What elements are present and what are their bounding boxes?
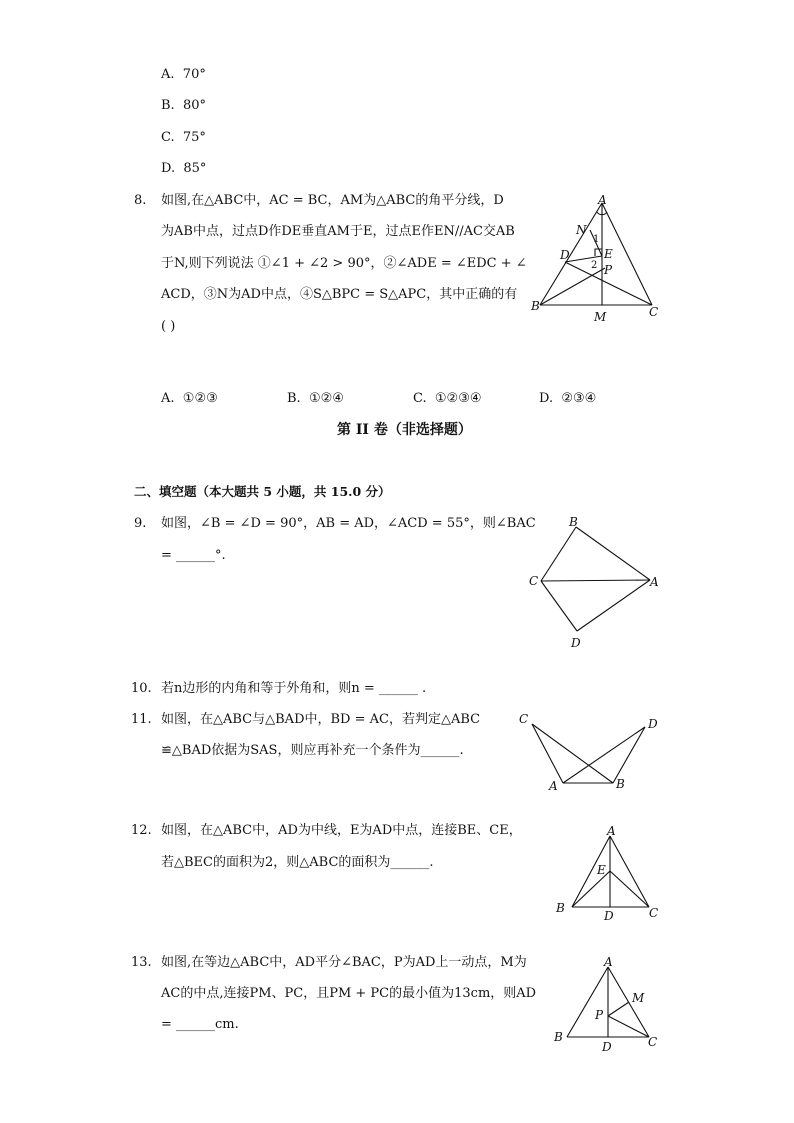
point-label-d: D [602, 1040, 612, 1054]
q8-line-1: 如图,在△ABC中，AC = BC，AM为△ABC的角平分线，D [161, 193, 504, 208]
vertex-label-a: A [598, 193, 607, 207]
angle-label-2: 2 [591, 260, 598, 271]
vertex-label-c: C [519, 712, 529, 726]
option-text: ①②④ [308, 391, 344, 406]
vertex-label-b: B [531, 299, 540, 313]
vertex-label-c: C [649, 305, 659, 319]
vertex-label-c: C [529, 574, 539, 588]
point-label-d: D [560, 248, 570, 262]
q9-number: 9. [134, 516, 147, 531]
vertex-label-b: B [554, 1030, 563, 1044]
part2-title: 第 II 卷（非选择题） [337, 422, 472, 438]
q11-line-2: ≌△BAD依据为SAS，则应再补充一个条件为______. [161, 743, 464, 758]
q9-quadrilateral-figure [525, 512, 665, 652]
point-label-m: M [594, 310, 607, 324]
q8-option-a [161, 391, 218, 407]
q12-line-1: 如图，在△ABC中，AD为中线，E为AD中点，连接BE、CE， [161, 823, 522, 838]
angle-label-1: 1 [593, 234, 600, 245]
option-letter: B. [161, 98, 175, 113]
option-text: 80° [182, 98, 206, 113]
q11-number: 11. [131, 712, 152, 727]
point-label-m: M [632, 991, 645, 1005]
q12-triangle-figure [550, 820, 670, 930]
point-label-e: E [604, 247, 613, 261]
option-text: ②③④ [561, 391, 597, 406]
q13-number: 13. [131, 955, 152, 970]
option-letter: C. [413, 391, 427, 406]
option-letter: D. [539, 391, 554, 406]
q12-number: 12. [131, 823, 152, 838]
vertex-label-b: B [569, 515, 578, 529]
option-letter: A. [161, 67, 175, 82]
vertex-label-b: B [616, 777, 625, 791]
point-label-p: P [595, 1008, 604, 1022]
section2-title: 二、填空题（本大题共 5 小题，共 15.0 分） [134, 484, 391, 499]
option-letter: D. [161, 161, 176, 176]
q11-line-1: 如图，在△ABC与△BAD中，BD = AC，若判定△ABC [161, 712, 481, 727]
vertex-label-a: A [650, 575, 659, 589]
q8-option-d [539, 391, 596, 407]
vertex-label-c: C [649, 906, 659, 920]
point-label-n: N [576, 223, 587, 237]
q7-option-a [161, 67, 206, 83]
option-text: ①②③ [182, 391, 218, 406]
q13-line-3: = ______cm. [161, 1017, 239, 1032]
q7-option-b [161, 98, 206, 114]
q12-line-2: 若△BEC的面积为2，则△ABC的面积为______. [161, 855, 434, 870]
q7-option-d [161, 161, 206, 177]
point-label-p: P [604, 263, 613, 277]
option-text: 75° [182, 130, 206, 145]
option-text: 70° [182, 67, 206, 82]
q8-triangle-figure [525, 190, 670, 330]
vertex-label-d: D [648, 717, 658, 731]
q13-line-1: 如图,在等边△ABC中，AD平分∠BAC，P为AD上一动点，M为 [161, 955, 527, 970]
option-letter: C. [161, 130, 175, 145]
q10-number: 10. [131, 681, 152, 696]
q10-line-1: 若n边形的内角和等于外角和，则n = ______ . [161, 681, 427, 696]
q9-line-1: 如图，∠B = ∠D = 90°，AB = AD，∠ACD = 55°，则∠BAC [161, 516, 536, 531]
q8-option-c [413, 391, 482, 407]
q13-line-2: AC的中点,连接PM、PC，且PM + PC的最小值为13cm，则AD [161, 986, 537, 1001]
q8-line-4: ACD，③N为AD中点，④S△BPC = S△APC，其中正确的有 [161, 287, 518, 302]
vertex-label-d: D [571, 636, 581, 650]
q11-triangles-figure [515, 710, 665, 800]
q13-triangle-figure [545, 953, 670, 1063]
q8-number: 8. [134, 193, 147, 208]
option-text: ①②③④ [434, 391, 482, 406]
option-letter: A. [161, 391, 175, 406]
point-label-d: D [604, 909, 614, 923]
point-label-e: E [597, 863, 606, 877]
q9-line-2: = ______°. [161, 548, 226, 563]
q7-option-c [161, 130, 206, 146]
vertex-label-c: C [648, 1035, 658, 1049]
q8-line-3: 于N,则下列说法 ①∠1 + ∠2 > 90°，②∠ADE = ∠EDC + ∠ [161, 256, 527, 271]
q8-line-2: 为AB中点，过点D作DE垂直AM于E，过点E作EN//AC交AB [161, 224, 515, 239]
vertex-label-a: A [549, 779, 558, 793]
option-text: 85° [183, 161, 207, 176]
vertex-label-a: A [607, 824, 616, 838]
q8-option-b [287, 391, 344, 407]
vertex-label-a: A [604, 955, 613, 969]
vertex-label-b: B [556, 901, 565, 915]
q8-line-5: ( ) [161, 319, 176, 334]
option-letter: B. [287, 391, 301, 406]
